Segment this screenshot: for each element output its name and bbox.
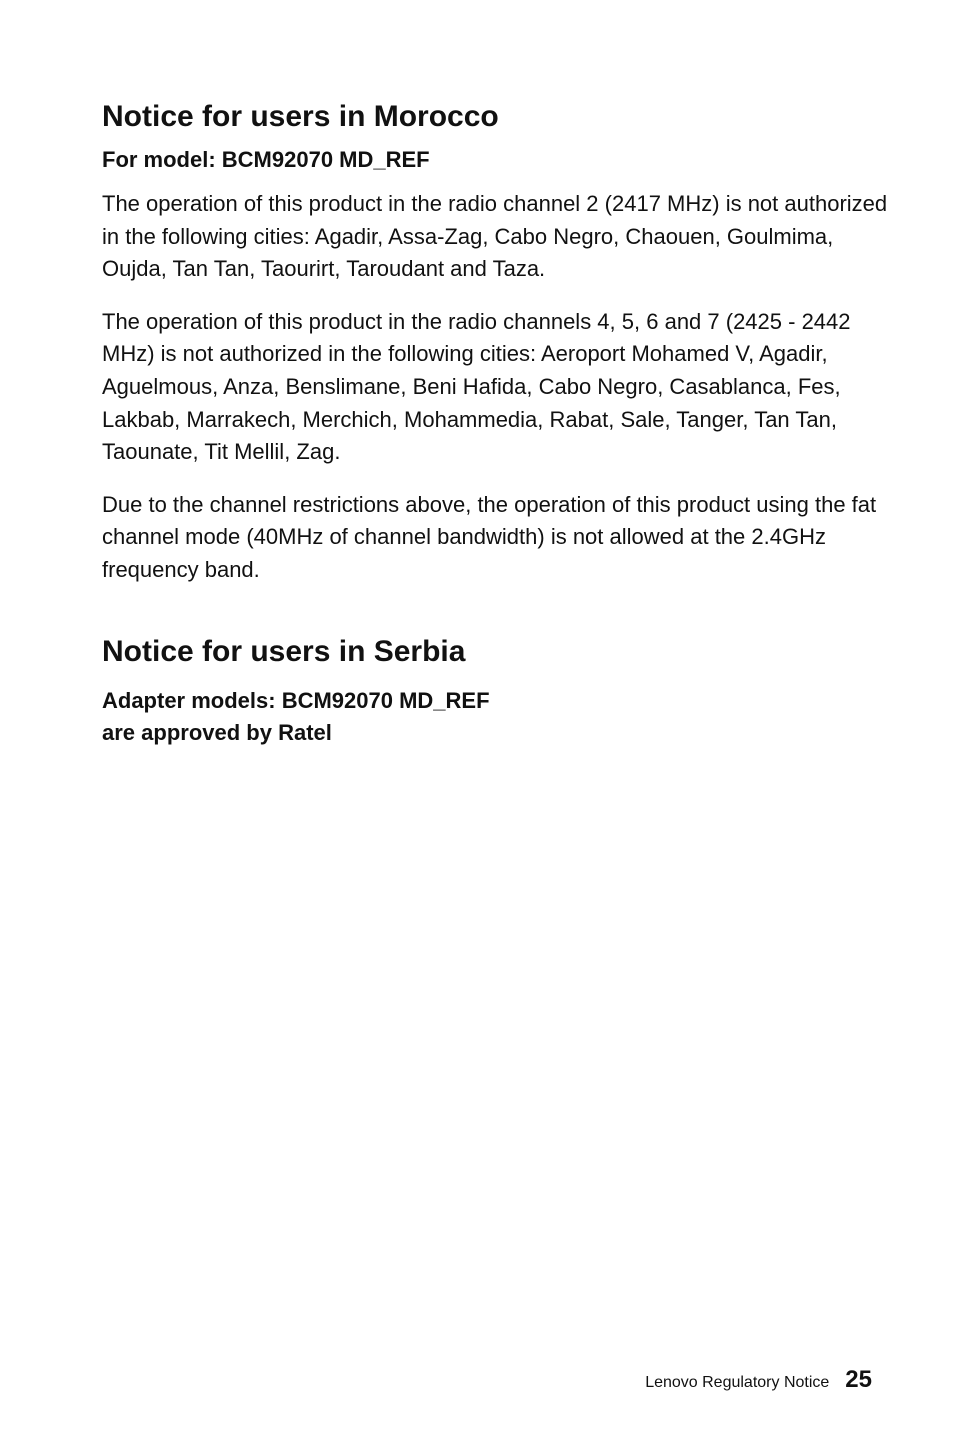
morocco-paragraph-channels-4-7: The operation of this product in the radio channels 4, 5, 6 and 7 (2425 - 2442 MHz) is not authorized in the following cities: Aeroport Mohamed V, Agadir, Aguelmous, Anza, Benslimane, Beni Hafida, Cabo Negro, Casablanca, Fes, Lakbab, Marrakech, Merchich, Mohammedia, Rabat, Sale, Tanger, Tan Tan, Taounate, Tit Mellil, Zag. [102, 308, 851, 465]
footer-label: Lenovo Regulatory Notice [645, 1374, 830, 1391]
morocco-notice-section [102, 96, 892, 587]
serbia-subheading-line-2: are approved by Ratel [102, 719, 332, 745]
serbia-notice-section [102, 631, 892, 749]
page-number: 25 [845, 1366, 872, 1393]
serbia-model-subheading [102, 685, 892, 749]
morocco-model-subheading: For model: BCM92070 MD_REF [102, 147, 430, 172]
morocco-paragraph-fat-channel: Due to the channel restrictions above, the operation of this product using the fat channel mode (40MHz of channel bandwidth) is not allowed at the 2.4GHz frequency band. [102, 491, 877, 582]
serbia-subheading-line-1: Adapter models: BCM92070 MD_REF [102, 687, 490, 713]
morocco-paragraph-channel-2: The operation of this product in the radio channel 2 (2417 MHz) is not authorized in the following cities: Agadir, Assa-Zag, Cabo Negro, Chaouen, Goulmima, Oujda, Tan Tan, Taourirt, Taroudant and Taza. [102, 191, 888, 282]
serbia-heading: Notice for users in Serbia [102, 634, 466, 668]
page-content [102, 96, 892, 749]
morocco-heading: Notice for users in Morocco [102, 100, 499, 133]
page-footer [645, 1366, 872, 1394]
